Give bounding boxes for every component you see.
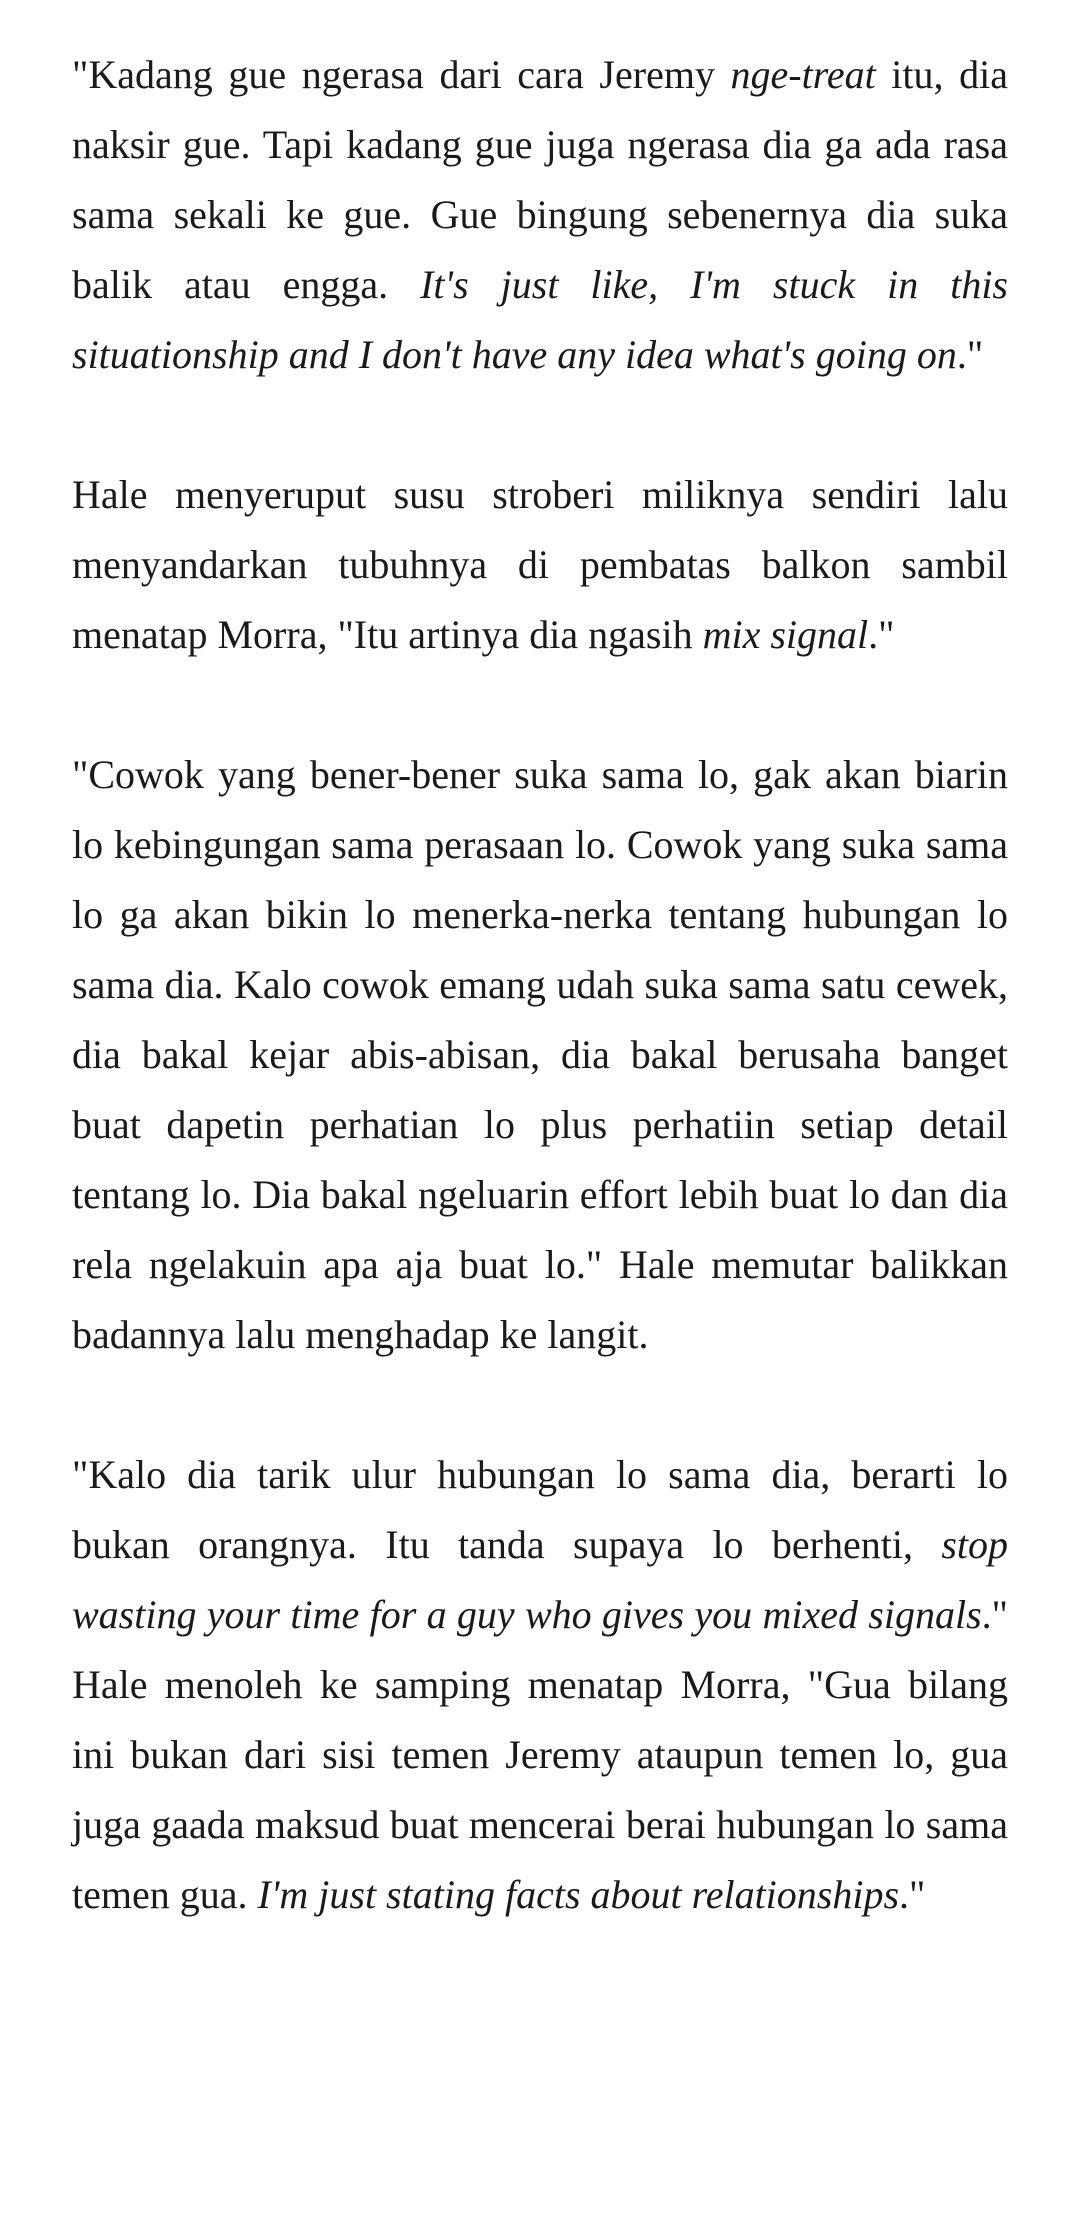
text-segment: ." bbox=[956, 332, 984, 377]
paragraph-3 bbox=[72, 740, 1008, 1370]
text-segment: Hale menyeruput susu stroberi miliknya sendiri lalu menyandarkan tubuhnya di pembatas balkon sambil menatap Morra, "Itu artinya dia ngasih bbox=[72, 472, 1008, 657]
text-segment: ." bbox=[868, 612, 895, 657]
text-segment: "Kalo dia tarik ulur hubungan lo sama dia, berarti lo bukan orangnya. Itu tanda supaya lo berhenti, bbox=[72, 1452, 1008, 1567]
paragraph-2 bbox=[72, 460, 1008, 670]
text-segment: "Kadang gue ngerasa dari cara Jeremy bbox=[72, 52, 731, 97]
text-segment: ." bbox=[899, 1872, 926, 1917]
text-segment: ." Hale menoleh ke samping menatap Morra, "Gua bilang ini bukan dari sisi temen Jeremy ataupun temen lo, gua juga gaada maksud buat mencerai berai hubungan lo sama temen gua. bbox=[72, 1592, 1008, 1917]
story-text bbox=[72, 40, 1008, 1930]
text-segment: "Cowok yang bener-bener suka sama lo, gak akan biarin lo kebingungan sama perasaan lo. Cowok yang suka sama lo ga akan bikin lo menerka-nerka tentang hubungan lo sama dia. Kalo cowok emang udah suka sama satu cewek, dia bakal kejar abis-abisan, dia bakal berusaha banget buat dapetin perhatian lo plus perhatiin setiap detail tentang lo. Dia bakal ngeluarin effort lebih buat lo dan dia rela ngelakuin apa aja buat lo." Hale memutar balikkan badannya lalu menghadap ke langit. bbox=[72, 752, 1008, 1357]
text-segment: itu, dia naksir gue. Tapi kadang gue juga ngerasa dia ga ada rasa sama sekali ke gue. Gue bingung sebenernya dia suka balik atau engga. bbox=[72, 52, 1008, 307]
italic-segment: stop wasting your time for a guy who gives you mixed signals bbox=[72, 1522, 1008, 1637]
italic-segment: mix signal bbox=[702, 612, 869, 657]
paragraph-4 bbox=[72, 1440, 1008, 1930]
italic-segment: It's just like, I'm stuck in this situationship and I don't have any idea what's going on bbox=[72, 262, 1008, 377]
italic-segment: I'm just stating facts about relationships bbox=[257, 1872, 900, 1917]
paragraph-1 bbox=[72, 40, 1008, 390]
italic-segment: nge-treat bbox=[730, 52, 876, 97]
